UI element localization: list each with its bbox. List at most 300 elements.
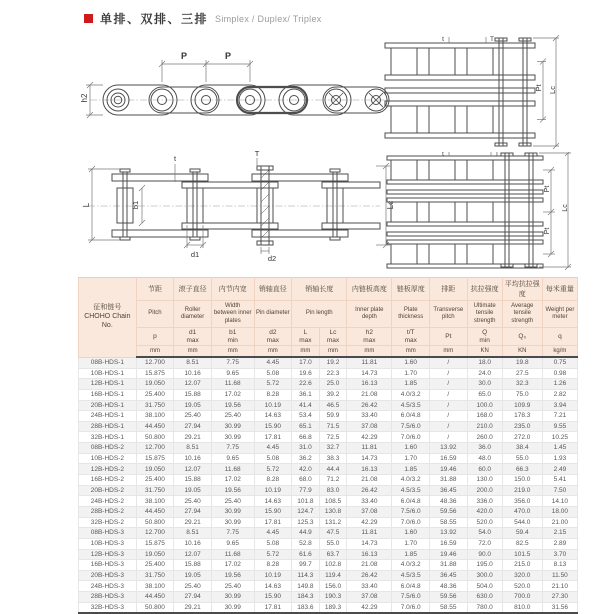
value-cell: 18.0 [467,357,502,368]
chain-no-cell: 08B-HDS-3 [79,528,137,539]
col-header-symbol [542,328,577,346]
value-cell: 5.41 [542,475,577,486]
value-cell: 30.99 [211,592,254,603]
value-cell: 38.4 [502,443,542,454]
col-header-symbol [254,328,292,346]
col-header-en: Plate thickness [392,301,430,328]
duplex-chain-diagram [383,35,565,155]
value-cell: 109.9 [502,400,542,411]
value-cell: 36.2 [292,453,320,464]
chain-no-cell: 32B-HDS-3 [79,602,137,613]
value-cell: 27.5 [502,368,542,379]
value-cell: 7.0/6.0 [392,517,430,528]
value-cell: 1.85 [392,464,430,475]
dim-label-p2: P [224,51,232,61]
value-cell: 25.40 [211,411,254,422]
value-cell: 219.0 [502,485,542,496]
col-header-zh: 每米重量 [542,278,577,301]
value-cell: 15.88 [174,475,212,486]
value-cell: 4.5/3.5 [392,570,430,581]
value-cell: 22.3 [319,368,347,379]
table-row [79,592,578,603]
value-cell: 11.81 [347,357,392,368]
table-row [79,421,578,432]
value-cell: 119.4 [319,570,347,581]
value-cell: 4.45 [254,528,292,539]
value-cell: 1.85 [392,379,430,390]
dim-label-L: L [82,202,91,208]
table-row [79,443,578,454]
value-cell: 27.94 [174,421,212,432]
chain-no-header [79,278,137,358]
chain-no-cell: 28B-HDS-1 [79,421,137,432]
value-cell: 29.21 [174,602,212,613]
value-cell: 4.45 [254,443,292,454]
value-cell: 50.800 [136,517,174,528]
col-header-unit: KN [502,346,542,358]
col-header-zh: 内节内宽 [211,278,254,301]
dim-label-t: t [173,154,177,163]
value-cell: 4.0/3.2 [392,475,430,486]
value-cell: 12.700 [136,528,174,539]
col-header-symbol [347,328,392,346]
value-cell: 470.0 [502,506,542,517]
value-cell: 11.50 [542,570,577,581]
value-cell: 44.450 [136,421,174,432]
value-cell: 10.19 [254,400,292,411]
symbol-text: Lc [329,329,337,337]
value-cell: 27.94 [174,506,212,517]
col-header-unit: mm [174,346,212,358]
symbol-text: b1 [229,329,237,337]
value-cell: 19.46 [430,549,468,560]
symbol-text: d2 [269,329,277,337]
col-header-zh: 销轴直径 [254,278,292,301]
value-cell: / [430,357,468,368]
chain-no-cell: 10B-HDS-1 [79,368,137,379]
value-cell: 42.29 [347,517,392,528]
symbol-subscript: max [404,336,417,344]
value-cell: 14.63 [254,411,292,422]
col-header-en: Ultimate tensile strength [467,301,502,328]
value-cell: 44.450 [136,506,174,517]
value-cell: 21.08 [347,475,392,486]
value-cell: 420.0 [467,506,502,517]
value-cell: 15.875 [136,453,174,464]
value-cell: 66.8 [292,432,320,443]
value-cell: 26.42 [347,400,392,411]
chain-no-cell: 08B-HDS-2 [79,443,137,454]
value-cell: 36.45 [430,485,468,496]
value-cell: 19.050 [136,379,174,390]
value-cell: 17.81 [254,432,292,443]
value-cell: 30.99 [211,602,254,613]
value-cell: 25.40 [174,581,212,592]
col-header-zh: 平均抗拉强度 [502,278,542,301]
value-cell: 32.3 [502,379,542,390]
col-header-symbol [319,328,347,346]
value-cell: 36.0 [467,443,502,454]
value-cell: 544.0 [502,517,542,528]
value-cell: 1.60 [392,357,430,368]
chain-no-cell: 10B-HDS-2 [79,453,137,464]
header-row-unit [79,346,578,358]
table-row [79,485,578,496]
value-cell: 320.0 [502,570,542,581]
value-cell: 15.875 [136,538,174,549]
value-cell: 700.0 [502,592,542,603]
value-cell: 7.5/6.0 [392,421,430,432]
value-cell: 260.0 [467,432,502,443]
value-cell: 75.0 [502,389,542,400]
value-cell: 72.0 [467,538,502,549]
table-head [79,278,578,358]
value-cell: 10.25 [542,432,577,443]
value-cell: 520.0 [467,517,502,528]
value-cell: 50.800 [136,602,174,613]
col-header-en: Inner plate depth [347,301,392,328]
dim-label-Pt2: Pt [544,227,551,235]
value-cell: 31.750 [136,485,174,496]
col-header-zh: 链板厚度 [392,278,430,301]
value-cell: / [430,411,468,422]
value-cell: 47.5 [319,528,347,539]
value-cell: 33.40 [347,496,392,507]
value-cell: 13.92 [430,528,468,539]
value-cell: 7.75 [211,443,254,454]
col-header-zh: 销轴长度 [292,278,347,301]
value-cell: 7.5/6.0 [392,506,430,517]
value-cell: 14.73 [347,368,392,379]
value-cell: 6.0/4.8 [392,496,430,507]
chain-no-cell: 16B-HDS-3 [79,560,137,571]
red-square-bullet-icon [84,14,93,23]
dim-label-Lc: Lc [548,86,557,94]
table-row [79,411,578,422]
value-cell: 4.0/3.2 [392,560,430,571]
table-body [79,357,578,613]
value-cell: 25.40 [174,411,212,422]
value-cell: 59.56 [430,592,468,603]
col-header-symbol [502,328,542,346]
value-cell: 42.29 [347,432,392,443]
value-cell: 13.92 [430,443,468,454]
value-cell: 60.0 [467,464,502,475]
value-cell: 5.72 [254,379,292,390]
value-cell: 71.2 [319,475,347,486]
value-cell: 82.5 [502,538,542,549]
col-header-unit: mm [319,346,347,358]
value-cell: 7.0/6.0 [392,432,430,443]
value-cell: 25.400 [136,389,174,400]
value-cell: 183.6 [292,602,320,613]
value-cell: 25.40 [211,496,254,507]
table-row [79,517,578,528]
value-cell: 59.9 [319,411,347,422]
value-cell: 10.19 [254,570,292,581]
value-cell: 9.55 [542,421,577,432]
dim-label-Lc: Lc [386,200,395,210]
symbol-text: Q₀ [518,332,527,340]
value-cell: 19.2 [319,357,347,368]
value-cell: 15.90 [254,421,292,432]
value-cell: 63.7 [319,549,347,560]
value-cell: 55.0 [319,538,347,549]
value-cell: 1.60 [392,528,430,539]
value-cell: 190.3 [319,592,347,603]
value-cell: 17.02 [211,560,254,571]
value-cell: 9.65 [211,368,254,379]
table-row [79,475,578,486]
value-cell: 8.51 [174,528,212,539]
value-cell: 19.8 [502,357,542,368]
dim-label-Pt1: Pt [544,185,551,193]
value-cell: 5.08 [254,368,292,379]
value-cell: 8.51 [174,443,212,454]
value-cell: 300.0 [467,570,502,581]
value-cell: 42.29 [347,602,392,613]
value-cell: 42.0 [292,464,320,475]
value-cell: / [430,368,468,379]
value-cell: 48.0 [467,453,502,464]
value-cell: 5.08 [254,453,292,464]
value-cell: 17.02 [211,475,254,486]
symbol-subscript: max [363,336,376,344]
value-cell: 39.2 [319,389,347,400]
value-cell: 1.93 [542,453,577,464]
col-header-symbol [392,328,430,346]
value-cell: 6.0/4.8 [392,581,430,592]
value-cell: 12.07 [174,379,212,390]
value-cell: 30.99 [211,421,254,432]
col-header-unit: mm [430,346,468,358]
value-cell: 25.400 [136,560,174,571]
value-cell: 15.90 [254,506,292,517]
value-cell: 99.7 [292,560,320,571]
value-cell: 2.15 [542,528,577,539]
value-cell: 7.75 [211,528,254,539]
value-cell: 30.99 [211,432,254,443]
value-cell: 21.08 [347,389,392,400]
value-cell: 19.56 [211,400,254,411]
value-cell: 83.0 [319,485,347,496]
value-cell: 0.98 [542,368,577,379]
value-cell: 16.59 [430,538,468,549]
col-header-zh: 抗拉强度 [467,278,502,301]
dim-label-d1: d1 [190,250,200,259]
chain-no-cell: 32B-HDS-1 [79,432,137,443]
value-cell: 520.0 [502,581,542,592]
value-cell: 114.3 [292,570,320,581]
value-cell: 810.0 [502,602,542,613]
symbol-text: h2 [365,329,373,337]
value-cell: 336.0 [467,496,502,507]
col-header-symbol [211,328,254,346]
col-header-en: Weight per meter [542,301,577,328]
value-cell: 19.56 [211,570,254,581]
value-cell: 17.81 [254,602,292,613]
value-cell: 101.8 [292,496,320,507]
value-cell: 14.63 [254,496,292,507]
col-header-unit: mm [211,346,254,358]
value-cell: 46.5 [319,400,347,411]
value-cell: 150.0 [502,475,542,486]
value-cell: 12.07 [174,549,212,560]
value-cell: 31.88 [430,475,468,486]
table-row [79,506,578,517]
dim-label-T: T [490,36,494,43]
value-cell: 124.7 [292,506,320,517]
value-cell: 15.88 [174,560,212,571]
value-cell: 10.16 [174,368,212,379]
value-cell: 19.05 [174,400,212,411]
value-cell: 29.21 [174,432,212,443]
value-cell: 5.72 [254,464,292,475]
value-cell: 36.1 [292,389,320,400]
value-cell: 31.88 [430,560,468,571]
table-row [79,528,578,539]
symbol-subscript: min [479,336,490,344]
value-cell: 25.40 [211,581,254,592]
col-header-symbol [292,328,320,346]
value-cell: 37.08 [347,592,392,603]
col-header-zh: 节距 [136,278,174,301]
value-cell: 215.0 [502,560,542,571]
value-cell: 59.56 [430,506,468,517]
col-header-unit: kg/m [542,346,577,358]
table-row [79,464,578,475]
value-cell: 72.5 [319,432,347,443]
value-cell: 2.49 [542,464,577,475]
value-cell: 16.13 [347,464,392,475]
value-cell: 200.0 [467,485,502,496]
table-row [79,357,578,368]
chain-no-cell: 28B-HDS-2 [79,506,137,517]
value-cell: 77.9 [292,485,320,496]
value-cell: 41.4 [292,400,320,411]
value-cell: 36.45 [430,570,468,581]
value-cell: 32.7 [319,443,347,454]
table-row [79,549,578,560]
dim-label-p1: P [180,51,188,61]
col-header-unit: mm [292,346,320,358]
simplex-side-view-diagram [80,42,395,138]
value-cell: 29.21 [174,517,212,528]
value-cell: 19.46 [430,464,468,475]
value-cell: 53.4 [292,411,320,422]
col-header-unit: KN [467,346,502,358]
value-cell: 61.6 [292,549,320,560]
chain-no-header-en: CHOHO Chain No. [84,312,131,329]
title-chinese: 单排、双排、三排 [100,12,209,26]
value-cell: 0.75 [542,357,577,368]
value-cell: 31.56 [542,602,577,613]
value-cell: 10.16 [174,538,212,549]
value-cell: 12.700 [136,357,174,368]
symbol-text: Q [482,329,488,337]
value-cell: 8.28 [254,389,292,400]
value-cell: 168.0 [467,411,502,422]
value-cell: 17.0 [292,357,320,368]
value-cell: 58.55 [430,602,468,613]
dim-label-Pt: Pt [534,84,543,92]
value-cell: 31.750 [136,570,174,581]
value-cell: 44.4 [319,464,347,475]
chain-no-cell: 20B-HDS-1 [79,400,137,411]
value-cell: 25.0 [319,379,347,390]
value-cell: 108.5 [319,496,347,507]
col-header-en: Width between inner plates [211,301,254,328]
value-cell: 156.0 [319,581,347,592]
value-cell: 66.3 [502,464,542,475]
value-cell: 37.08 [347,421,392,432]
table-row [79,453,578,464]
value-cell: 780.0 [467,602,502,613]
value-cell: 8.51 [174,357,212,368]
chain-no-cell: 16B-HDS-1 [79,389,137,400]
col-header-zh: 内链板高度 [347,278,392,301]
value-cell: 19.05 [174,570,212,581]
value-cell: 11.81 [347,443,392,454]
value-cell: 100.0 [467,400,502,411]
col-header-zh: 滚子直径 [174,278,212,301]
simplex-top-view-diagram [80,148,395,263]
value-cell: 15.90 [254,592,292,603]
value-cell: 14.10 [542,496,577,507]
page-title [84,10,322,27]
dim-label-t: t [442,36,444,43]
value-cell: 44.450 [136,592,174,603]
symbol-subscript: max [266,336,279,344]
value-cell: 6.0/4.8 [392,411,430,422]
value-cell: 55.0 [502,453,542,464]
table-row [79,538,578,549]
chain-no-cell: 24B-HDS-2 [79,496,137,507]
table-row [79,602,578,613]
value-cell: 7.50 [542,485,577,496]
value-cell: 3.70 [542,549,577,560]
value-cell: 356.0 [502,496,542,507]
value-cell: 31.750 [136,400,174,411]
symbol-text: Pt [445,332,452,340]
col-header-en: Roller diameter [174,301,212,328]
value-cell: 7.75 [211,357,254,368]
chain-no-cell: 12B-HDS-2 [79,464,137,475]
value-cell: 24.0 [467,368,502,379]
value-cell: 54.0 [467,528,502,539]
value-cell: 30.99 [211,517,254,528]
value-cell: 71.5 [319,421,347,432]
chain-no-cell: 28B-HDS-3 [79,592,137,603]
value-cell: 14.63 [254,581,292,592]
dimension-lines [86,60,253,118]
chain-no-cell: 10B-HDS-3 [79,538,137,549]
dim-label-Lc: Lc [562,204,569,212]
dim-label-d2: d2 [267,254,277,263]
value-cell: 21.00 [542,517,577,528]
value-cell: 7.5/6.0 [392,592,430,603]
value-cell: 50.800 [136,432,174,443]
value-cell: 59.4 [502,528,542,539]
value-cell: 65.0 [467,389,502,400]
table-row [79,570,578,581]
table-row [79,368,578,379]
chain-no-cell: 32B-HDS-2 [79,517,137,528]
dim-label-h2: h2 [80,93,89,103]
table-row [79,389,578,400]
table-row [79,400,578,411]
value-cell: 4.5/3.5 [392,400,430,411]
